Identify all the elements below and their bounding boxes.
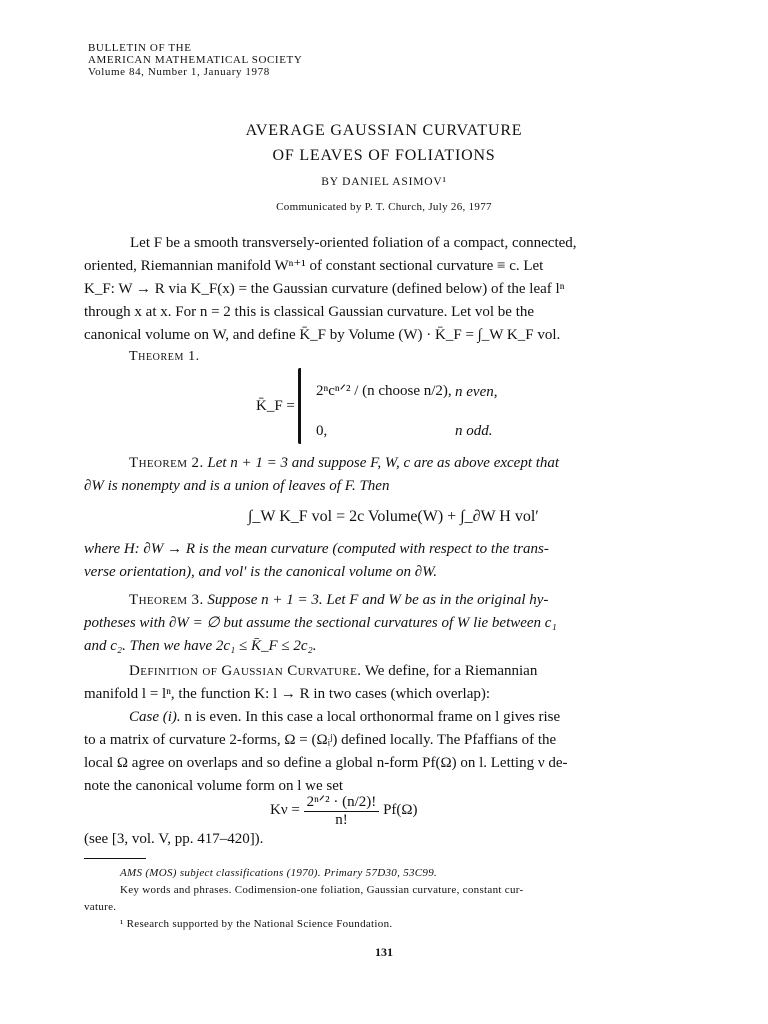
theorem1-case2-cond: n odd. [455, 423, 493, 439]
definition-text: to a matrix of curvature 2-forms, Ω = (Ωᵢʲ) defined locally. The Pfaffians of the [84, 732, 557, 748]
journal-name-line2: AMERICAN MATHEMATICAL SOCIETY [88, 54, 303, 66]
equation-lhs: Kν = [270, 801, 300, 818]
theorem2-block [84, 452, 684, 498]
page-number: 131 [375, 945, 393, 959]
theorem2-text: ∂W is nonempty and is a union of leaves of F. Then [84, 478, 390, 494]
footnote-classification: AMS (MOS) subject classifications (1970). Primary 57D30, 53C99. [120, 867, 438, 879]
author-byline: BY DANIEL ASIMOV¹ [321, 176, 447, 188]
theorem1-label: Theorem 1. [129, 349, 200, 364]
theorem3-block [84, 589, 684, 658]
definition-text: manifold l = lⁿ, the function K: l → R in two cases (which overlap): [84, 686, 491, 702]
theorem1-case2-expr: 0, [316, 423, 328, 439]
equation-fraction [304, 792, 380, 829]
definition-text: We define, for a Riemannian [364, 663, 538, 679]
intro-line: canonical volume on W, and define K̄_F by Volume (W) · K̄_F = ∫_W K_F vol. [84, 327, 561, 343]
theorem2-continuation [84, 538, 684, 584]
footnote-keywords-cont: vature. [84, 901, 117, 913]
theorem2-label: Theorem 2. [129, 455, 204, 471]
theorem3-label: Theorem 3. [129, 592, 204, 608]
equation-rhs: Pf(Ω) [383, 801, 418, 818]
theorem1-case1-expr: 2ⁿcⁿᐟ² / (n choose n/2), [316, 383, 452, 399]
paper-title-line2: OF LEAVES OF FOLIATIONS [272, 147, 496, 164]
theorem1-lhs: K̄_F = [256, 398, 295, 414]
journal-header [88, 42, 302, 78]
paper-title-line1: AVERAGE GAUSSIAN CURVATURE [245, 122, 523, 139]
definition-text: n is even. In this case a local orthonormal frame on l gives rise [184, 709, 561, 725]
fraction-denominator: n! [335, 812, 348, 828]
theorem3-text: and c₂. Then we have 2c₁ ≤ K̄_F ≤ 2c₂. [84, 638, 317, 654]
theorem2-text: where H: ∂W → R is the mean curvature (computed with respect to the trans- [84, 541, 549, 557]
intro-line: oriented, Riemannian manifold Wⁿ⁺¹ of constant sectional curvature ≡ c. Let [84, 258, 544, 274]
communicated-by: Communicated by P. T. Church, July 26, 1977 [276, 201, 492, 213]
intro-paragraph [84, 232, 684, 347]
reference-line: (see [3, vol. V, pp. 417–420]). [84, 831, 264, 847]
case-label: Case (i). [129, 709, 181, 725]
definition-text: note the canonical volume form on l we set [84, 778, 344, 794]
definition-block [84, 660, 684, 798]
footnote-keywords: Key words and phrases. Codimension-one foliation, Gaussian curvature, constant cur- [120, 884, 524, 896]
intro-line: through x at x. For n = 2 this is classical Gaussian curvature. Let vol be the [84, 304, 535, 320]
fraction-numerator: 2ⁿᐟ² · (n/2)! [304, 792, 380, 812]
theorem1-brace [298, 368, 307, 444]
intro-line: K_F: W → R via K_F(x) = the Gaussian curvature (defined below) of the leaf lⁿ [84, 281, 565, 297]
footnotes [84, 865, 684, 933]
footnote-funding: ¹ Research supported by the National Science Foundation. [120, 918, 393, 930]
theorem2-text: Let n + 1 = 3 and suppose F, W, c are as above except that [207, 455, 560, 471]
footnote-rule [84, 858, 146, 859]
reference-line-block [84, 828, 684, 851]
journal-volume: Volume 84, Number 1, January 1978 [88, 66, 270, 78]
intro-line: Let F be a smooth transversely-oriented foliation of a compact, connected, [130, 235, 577, 251]
journal-name-line1: BULLETIN OF THE [88, 42, 192, 54]
definition-label: Definition of Gaussian Curvature. [129, 663, 362, 679]
theorem3-text: Suppose n + 1 = 3. Let F and W be as in the original hy- [207, 592, 549, 608]
theorem3-text: potheses with ∂W = ∅ but assume the sectional curvatures of W lie between c₁ [84, 615, 557, 631]
definition-text: local Ω agree on overlaps and so define a global n-form Pf(Ω) on l. Letting ν de- [84, 755, 568, 771]
definition-equation [270, 792, 418, 829]
theorem2-text: verse orientation), and vol′ is the canonical volume on ∂W. [84, 564, 437, 580]
theorem2-equation: ∫_W K_F vol = 2c Volume(W) + ∫_∂W H vol′ [248, 508, 539, 525]
theorem1-case1-cond: n even, [455, 384, 498, 400]
